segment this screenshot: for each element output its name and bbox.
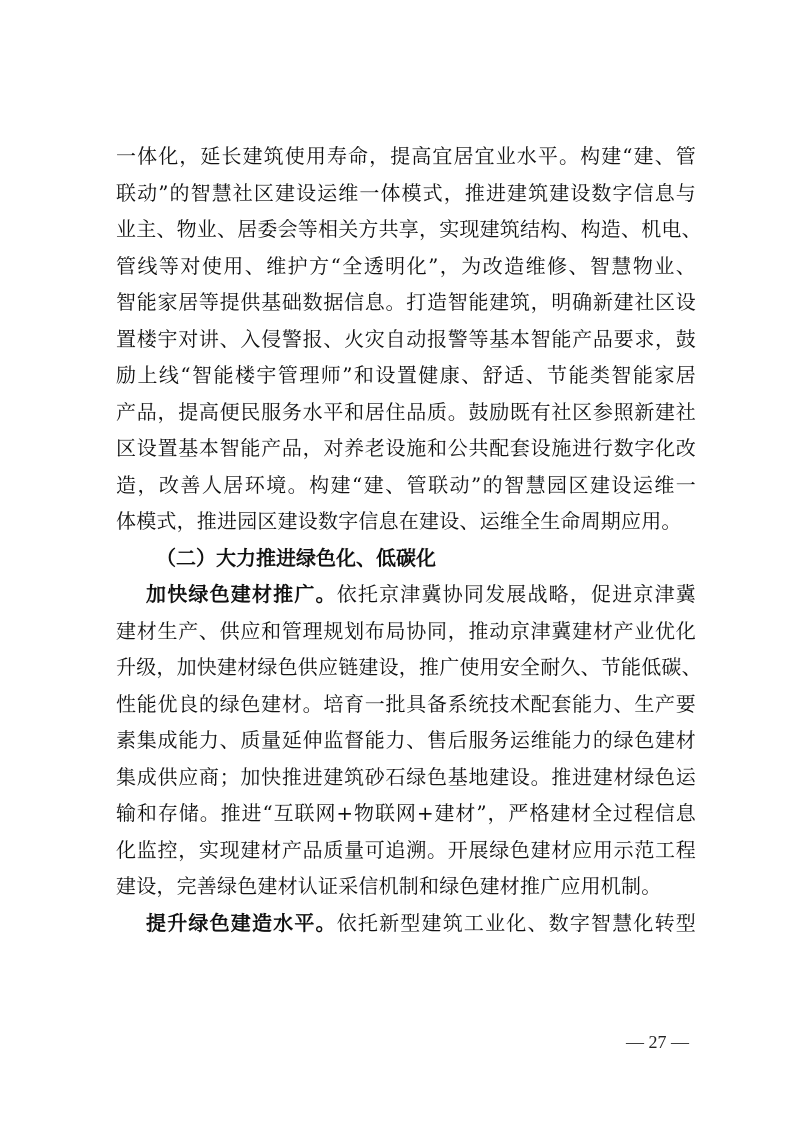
paragraph-text: 依托京津冀协同发展战略，促进京津冀 [336, 582, 696, 606]
text-line: 集成供应商；加快推进建筑砂石绿色基地建设。推进建材绿色运 [116, 764, 696, 789]
text-line: 联动”的智慧社区建设运维一体模式，推进建筑建设数字信息与 [116, 180, 696, 205]
text-line: 产品，提高便民服务水平和居住品质。鼓励既有社区参照新建社 [116, 399, 696, 424]
text-line: 性能优良的绿色建材。培育一批具备系统技术配套能力、生产要 [116, 691, 696, 716]
text-line: 业主、物业、居委会等相关方共享，实现建筑结构、构造、机电、 [116, 217, 702, 241]
text-line: 区设置基本智能产品，对养老设施和公共配套设施进行数字化改 [116, 436, 696, 460]
text-line: 素集成能力、质量延伸监督能力、售后服务运维能力的绿色建材 [116, 728, 696, 752]
section-heading: （二）大力推进绿色化、低碳化 [156, 545, 436, 570]
page-number: — 27 — [626, 1032, 689, 1052]
text-line: 管线等对使用、维护方“全透明化”，为改造维修、智慧物业、 [116, 253, 696, 278]
paragraph-lead: 提升绿色建造水平。 [146, 910, 337, 935]
paragraph-first-line [116, 576, 696, 613]
text-line: 造，改善人居环境。构建“建、管联动”的智慧园区建设运维一 [116, 472, 696, 497]
text-line: 一体化，延长建筑使用寿命，提高宜居宜业水平。构建“建、管 [116, 144, 696, 168]
text-line: 化监控，实现建材产品质量可追溯。开展绿色建材应用示范工程 [116, 837, 696, 862]
text-line: 升级，加快建材绿色供应链建设，推广使用安全耐久、节能低碳、 [116, 655, 702, 679]
paragraph-text: 依托新型建筑工业化、数字智慧化转型 [336, 910, 696, 935]
text-line: 体模式，推进园区建设数字信息在建设、运维全生命周期应用。 [116, 509, 682, 533]
text-line: 建设，完善绿色建材认证采信机制和绿色建材推广应用机制。 [116, 874, 662, 898]
text-line: 置楼宇对讲、入侵警报、火灾自动报警等基本智能产品要求，鼓 [116, 326, 696, 351]
text-line: 建材生产、供应和管理规划布局协同，推动京津冀建材产业优化 [116, 618, 696, 643]
document-body [116, 138, 702, 941]
paragraph-first-line [116, 905, 696, 942]
text-line: 励上线“智能楼宇管理师”和设置健康、舒适、节能类智能家居 [116, 363, 696, 387]
text-line: 智能家居等提供基础数据信息。打造智能建筑，明确新建社区设 [116, 290, 696, 314]
text-line: 输和存储。推进“互联网+物联网+建材”，严格建材全过程信息 [116, 801, 696, 825]
paragraph-lead: 加快绿色建材推广。 [146, 582, 337, 606]
